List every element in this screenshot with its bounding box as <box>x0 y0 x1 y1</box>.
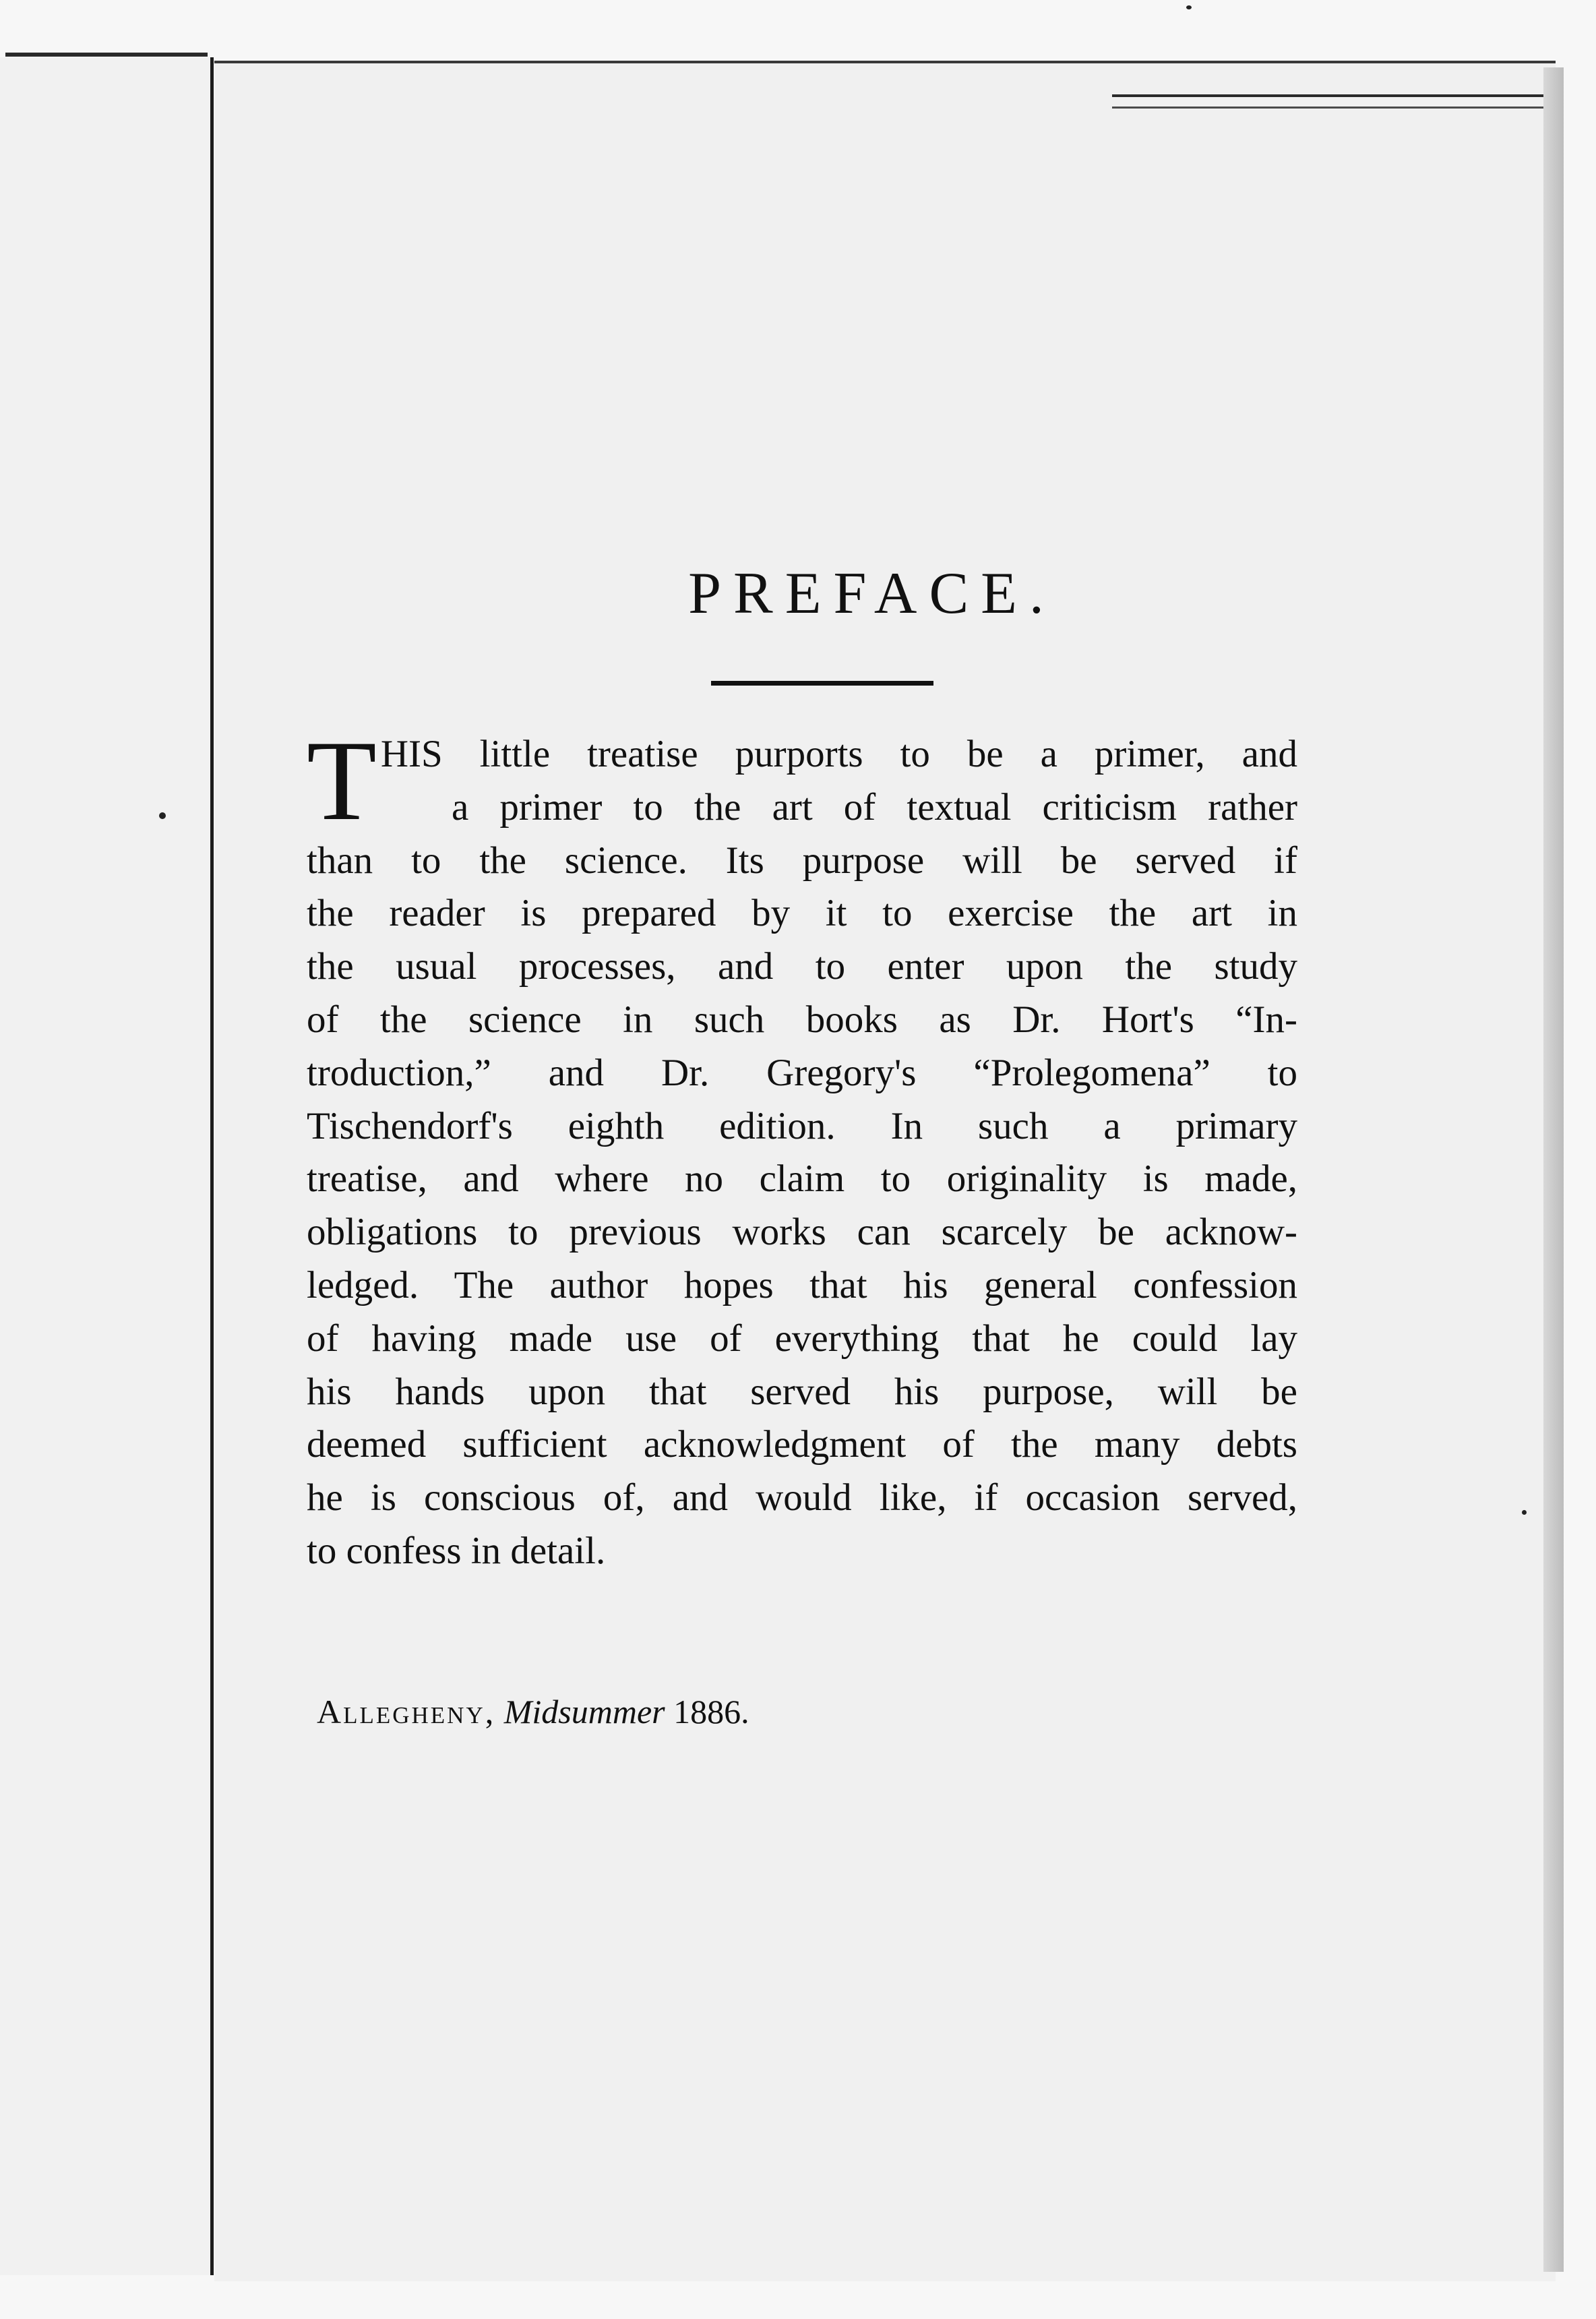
text-line: the reader is prepared by it to exercise the art in <box>307 892 1297 935</box>
preface-paragraph <box>307 717 1297 1578</box>
text-line: to confess in detail. <box>307 1529 606 1572</box>
text-line: ledged. The author hopes that his general confession <box>307 1263 1297 1306</box>
signature-place: Allegheny, <box>317 1693 496 1730</box>
drop-cap: T <box>307 717 377 844</box>
scan-speck <box>1522 1510 1527 1515</box>
text-line: Tischendorf's eighth edition. In such a primary <box>307 1104 1297 1147</box>
text-line: deemed sufficient acknowledgment of the many debts <box>307 1423 1297 1466</box>
text-line: troduction,” and Dr. Gregory's “Prolegomena” to <box>307 1051 1297 1094</box>
title-rule <box>711 681 933 686</box>
page-title: PREFACE. <box>688 561 1056 626</box>
page-edge-rules <box>1112 94 1543 109</box>
text-line: his hands upon that served his purpose, will be <box>307 1370 1297 1413</box>
scan-speck <box>1186 5 1192 9</box>
text-line: the usual processes, and to enter upon the study <box>307 945 1297 988</box>
text-line: of the science in such books as Dr. Hort's “In- <box>307 998 1297 1041</box>
text-line: a primer to the art of textual criticism rather <box>452 785 1297 829</box>
text-line: HIS little treatise purports to be a primer, and <box>380 733 1297 775</box>
text-line: he is conscious of, and would like, if occasion served, <box>307 1476 1297 1519</box>
text-line: than to the science. Its purpose will be served if <box>307 839 1297 882</box>
signature-line <box>317 1692 749 1731</box>
text-line: obligations to previous works can scarcely be acknow- <box>307 1211 1297 1254</box>
text-line: of having made use of everything that he could lay <box>307 1317 1297 1360</box>
signature-season: Midsummer <box>503 1693 665 1730</box>
page-edge-shadow <box>1543 67 1564 2272</box>
scan-speck <box>159 812 166 819</box>
facing-leaf <box>0 57 214 2275</box>
signature-year: 1886. <box>673 1693 749 1730</box>
text-line: treatise, and where no claim to originality is made, <box>307 1157 1297 1201</box>
gutter-edge-line <box>5 53 208 57</box>
